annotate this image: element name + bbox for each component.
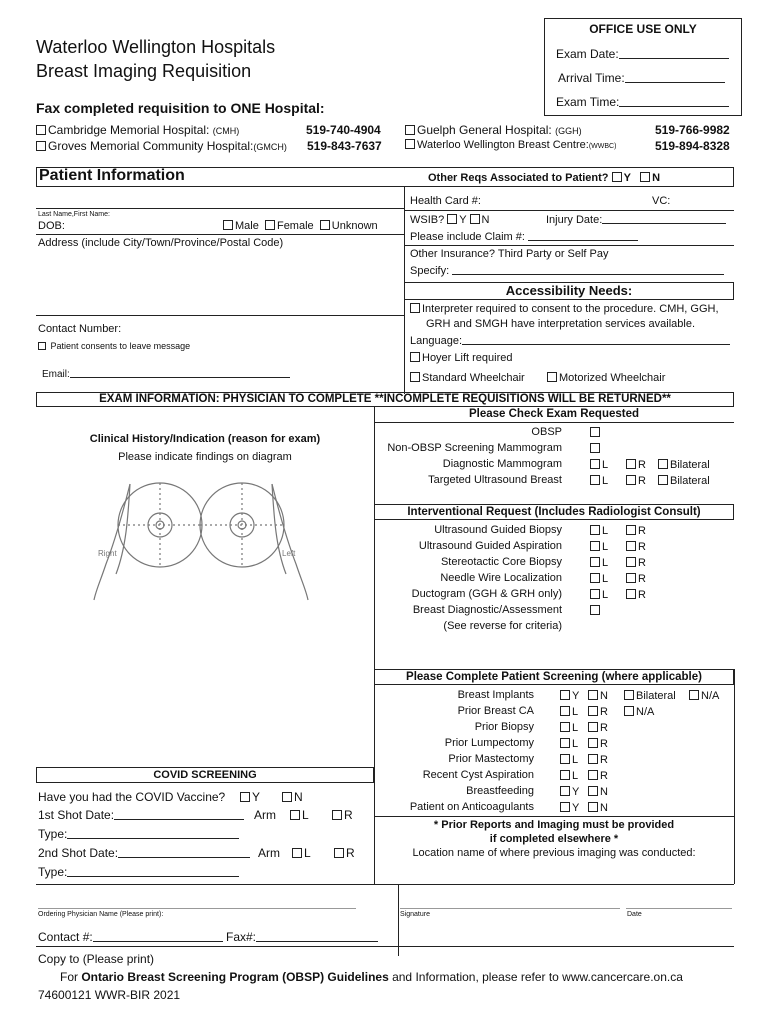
checkbox-icon[interactable] (405, 139, 415, 149)
interventional-label: Needle Wire Localization (440, 572, 562, 584)
second-shot-arm-label: Arm (258, 846, 280, 860)
prior-ca-left[interactable]: L (560, 706, 578, 718)
prior-imaging-location-field[interactable]: Location name of where previous imaging was conducted: (412, 847, 696, 859)
prior-mastectomy-left[interactable]: L (560, 754, 578, 766)
language-field[interactable]: Language: (410, 335, 730, 347)
cyst-aspiration-left[interactable]: L (560, 770, 578, 782)
covid-vaccine-question: Have you had the COVID Vaccine? (38, 790, 226, 804)
signature-field[interactable]: Signature (400, 911, 430, 918)
exam-time-field[interactable]: Exam Time: (556, 95, 729, 109)
checkbox-icon[interactable] (36, 125, 46, 135)
checkbox-icon[interactable] (470, 214, 480, 224)
prior-biopsy-left[interactable]: L (560, 722, 578, 734)
breast-diagram[interactable] (86, 478, 316, 620)
health-card-field[interactable]: Health Card #: (410, 195, 481, 207)
office-use-heading: OFFICE USE ONLY (589, 22, 697, 36)
injury-date-field[interactable]: Injury Date: (546, 214, 726, 226)
cyst-aspiration-right[interactable]: R (588, 770, 608, 782)
contact-field[interactable]: Contact #: (38, 930, 223, 944)
prior-reports-note-2: if completed elsewhere * (489, 833, 619, 845)
exam-label-diagnostic-mammogram: Diagnostic Mammogram (442, 458, 562, 470)
breastfeeding-no[interactable]: N (588, 786, 608, 798)
ductogram-right[interactable]: R (626, 589, 646, 601)
hospital-phone-wwbc: 519-894-8328 (655, 139, 730, 153)
interventional-label: Ductogram (GGH & GRH only) (411, 588, 562, 600)
claim-number-field[interactable]: Please include Claim #: (410, 231, 638, 243)
screening-label: Breast Implants (457, 689, 534, 701)
prior-biopsy-right[interactable]: R (588, 722, 608, 734)
form-title-line-1: Waterloo Wellington Hospitals (36, 37, 276, 57)
exam-requested-heading: Please Check Exam Requested (468, 408, 640, 420)
fax-instruction: Fax completed requisition to ONE Hospital: (36, 100, 325, 116)
hoyer-lift-option[interactable]: Hoyer Lift required (410, 352, 513, 364)
interpreter-note: GRH and SMGH have interpretation services available. (426, 318, 696, 330)
hospital-option-ggh[interactable]: Guelph General Hospital: (GGH) (405, 123, 582, 137)
interventional-label: Ultrasound Guided Aspiration (418, 540, 562, 552)
other-insurance-label: Other Insurance? Third Party or Self Pay (410, 248, 609, 260)
implants-bilateral[interactable]: Bilateral (624, 690, 676, 702)
checkbox-icon[interactable] (590, 427, 600, 437)
hospital-phone-gmch: 519-843-7637 (307, 139, 382, 153)
vc-field[interactable]: VC: (652, 195, 671, 207)
interventional-label: Breast Diagnostic/Assessment (412, 604, 562, 616)
breastfeeding-yes[interactable]: Y (560, 786, 579, 798)
hospital-option-wwbc[interactable]: Waterloo Wellington Breast Centre:(WWBC) (405, 139, 616, 151)
diagnostic-mammogram-bilateral[interactable]: Bilateral (658, 459, 710, 471)
anticoagulants-no[interactable]: N (588, 802, 608, 814)
consent-message-option[interactable]: Patient consents to leave message (38, 341, 190, 351)
contact-number-field[interactable]: Contact Number: (38, 323, 122, 335)
clinical-history-subheading: Please indicate findings on diagram (118, 451, 292, 463)
diagram-left-label: Left (282, 549, 296, 558)
diagram-right-label: Right (98, 549, 117, 558)
prior-lumpectomy-right[interactable]: R (588, 738, 608, 750)
diagnostic-mammogram-right[interactable]: R (626, 459, 646, 471)
email-field[interactable]: Email: (42, 368, 290, 380)
ordering-physician-field[interactable]: Ordering Physician Name (Please print): (38, 911, 164, 918)
second-shot-type-field[interactable]: Type: (38, 865, 239, 879)
sex-options: Male Female Unknown (223, 220, 378, 232)
targeted-ultrasound-bilateral[interactable]: Bilateral (658, 475, 710, 487)
dob-field[interactable]: DOB: (38, 220, 65, 232)
checkbox-icon[interactable] (612, 172, 622, 182)
first-shot-arm-label: Arm (254, 808, 276, 822)
interventional-label: Ultrasound Guided Biopsy (434, 524, 562, 536)
clinical-history-heading: Clinical History/Indication (reason for exam) (89, 433, 321, 445)
second-shot-arm-right[interactable]: R (334, 846, 355, 860)
us-biopsy-right[interactable]: R (626, 525, 646, 537)
hospital-phone-ggh: 519-766-9982 (655, 123, 730, 137)
patient-info-heading: Patient Information (39, 167, 185, 184)
exam-label-obsp: OBSP (531, 426, 562, 438)
interpreter-option[interactable]: Interpreter required to consent to the procedure. CMH, GGH, (410, 303, 719, 315)
us-aspiration-right[interactable]: R (626, 541, 646, 553)
ductogram-left[interactable]: L (590, 589, 608, 601)
checkbox-icon[interactable] (38, 342, 46, 350)
checkbox-icon[interactable] (265, 220, 275, 230)
screening-label: Prior Breast CA (457, 705, 534, 717)
targeted-ultrasound-left[interactable]: L (590, 475, 608, 487)
obsp-guidelines-note: For Ontario Breast Screening Program (OBSP) Guidelines and Information, please refer to www.cancercare.on.ca (60, 970, 683, 984)
checkbox-icon[interactable] (640, 172, 650, 182)
checkbox-icon[interactable] (547, 372, 557, 382)
exam-label-non-obsp: Non-OBSP Screening Mammogram (387, 442, 562, 454)
checkbox-icon[interactable] (590, 443, 600, 453)
screening-label: Patient on Anticoagulants (409, 801, 534, 813)
first-shot-type-field[interactable]: Type: (38, 827, 239, 841)
form-number: 74600121 WWR-BIR 2021 (38, 988, 181, 1002)
hospital-option-gmch[interactable]: Groves Memorial Community Hospital:(GMCH) (36, 139, 287, 153)
us-biopsy-left[interactable]: L (590, 525, 608, 537)
checkbox-icon[interactable] (405, 125, 415, 135)
accessibility-heading: Accessibility Needs: (505, 283, 633, 298)
name-label: Last Name,First Name: (38, 211, 110, 218)
needle-wire-right[interactable]: R (626, 573, 646, 585)
covid-vaccine-no[interactable]: N (282, 790, 303, 804)
checkbox-icon[interactable] (36, 141, 46, 151)
second-shot-date-field[interactable]: 2nd Shot Date: (38, 846, 250, 860)
wsib-question: WSIB? Y N (410, 214, 490, 226)
checkbox-icon[interactable] (223, 220, 233, 230)
prior-ca-na[interactable]: N/A (624, 706, 654, 718)
fax-field[interactable]: Fax#: (226, 930, 378, 944)
screening-label: Recent Cyst Aspiration (422, 769, 534, 781)
anticoagulants-yes[interactable]: Y (560, 802, 579, 814)
exam-info-banner: EXAM INFORMATION: PHYSICIAN TO COMPLETE **INCOMPLETE REQUISITIONS WILL BE RETURNED** (99, 393, 671, 405)
copy-to-field[interactable]: Copy to (Please print) (38, 952, 155, 966)
screening-label: Prior Lumpectomy (444, 737, 534, 749)
prior-mastectomy-right[interactable]: R (588, 754, 608, 766)
interventional-heading: Interventional Request (Includes Radiologist Consult) (407, 506, 701, 518)
stereotactic-left[interactable]: L (590, 557, 608, 569)
screening-label: Prior Mastectomy (448, 753, 534, 765)
standard-wheelchair-option[interactable]: Standard Wheelchair (410, 372, 525, 384)
screening-label: Breastfeeding (466, 785, 534, 797)
exam-date-field[interactable]: Exam Date: (556, 47, 729, 61)
first-shot-arm-right[interactable]: R (332, 808, 353, 822)
implants-no[interactable]: N (588, 690, 608, 702)
exam-non-obsp-checkbox[interactable] (590, 443, 602, 455)
prior-lumpectomy-left[interactable]: L (560, 738, 578, 750)
screening-label: Prior Biopsy (474, 721, 534, 733)
first-shot-date-field[interactable]: 1st Shot Date: (38, 808, 244, 822)
checkbox-icon[interactable] (410, 372, 420, 382)
other-reqs-question: Other Reqs Associated to Patient? Y N (428, 172, 661, 184)
hospital-phone-cmh: 519-740-4904 (306, 123, 381, 137)
stereotactic-right[interactable]: R (626, 557, 646, 569)
needle-wire-left[interactable]: L (590, 573, 608, 585)
checkbox-icon[interactable] (320, 220, 330, 230)
implants-yes[interactable]: Y (560, 690, 579, 702)
covid-heading: COVID SCREENING (153, 769, 257, 781)
arrival-time-field[interactable]: Arrival Time: (558, 71, 725, 85)
first-shot-arm-left[interactable]: L (290, 808, 309, 822)
second-shot-arm-left[interactable]: L (292, 846, 311, 860)
date-field[interactable]: Date (627, 911, 642, 918)
checkbox-icon[interactable] (410, 303, 420, 313)
implants-na[interactable]: N/A (689, 690, 719, 702)
prior-ca-right[interactable]: R (588, 706, 608, 718)
motorized-wheelchair-option[interactable]: Motorized Wheelchair (547, 372, 665, 384)
form-title-line-2: Breast Imaging Requisition (36, 61, 252, 81)
see-reverse-note: (See reverse for criteria) (443, 620, 562, 632)
us-aspiration-left[interactable]: L (590, 541, 608, 553)
diagnostic-mammogram-left[interactable]: L (590, 459, 608, 471)
checkbox-icon[interactable] (410, 352, 420, 362)
interventional-label: Stereotactic Core Biopsy (440, 556, 562, 568)
address-field[interactable]: Address (include City/Town/Province/Postal Code) (38, 237, 284, 249)
specify-field[interactable]: Specify: (410, 265, 724, 277)
targeted-ultrasound-right[interactable]: R (626, 475, 646, 487)
covid-vaccine-yes[interactable]: Y (240, 790, 260, 804)
hospital-option-cmh[interactable]: Cambridge Memorial Hospital: (CMH) (36, 123, 239, 137)
exam-label-targeted-ultrasound: Targeted Ultrasound Breast (428, 474, 562, 486)
checkbox-icon[interactable] (447, 214, 457, 224)
screening-heading: Please Complete Patient Screening (where applicable) (406, 671, 702, 683)
prior-reports-note-1: * Prior Reports and Imaging must be provided (433, 819, 675, 831)
diagnostic-assessment-checkbox[interactable] (590, 605, 602, 617)
exam-obsp-checkbox[interactable] (590, 427, 602, 439)
